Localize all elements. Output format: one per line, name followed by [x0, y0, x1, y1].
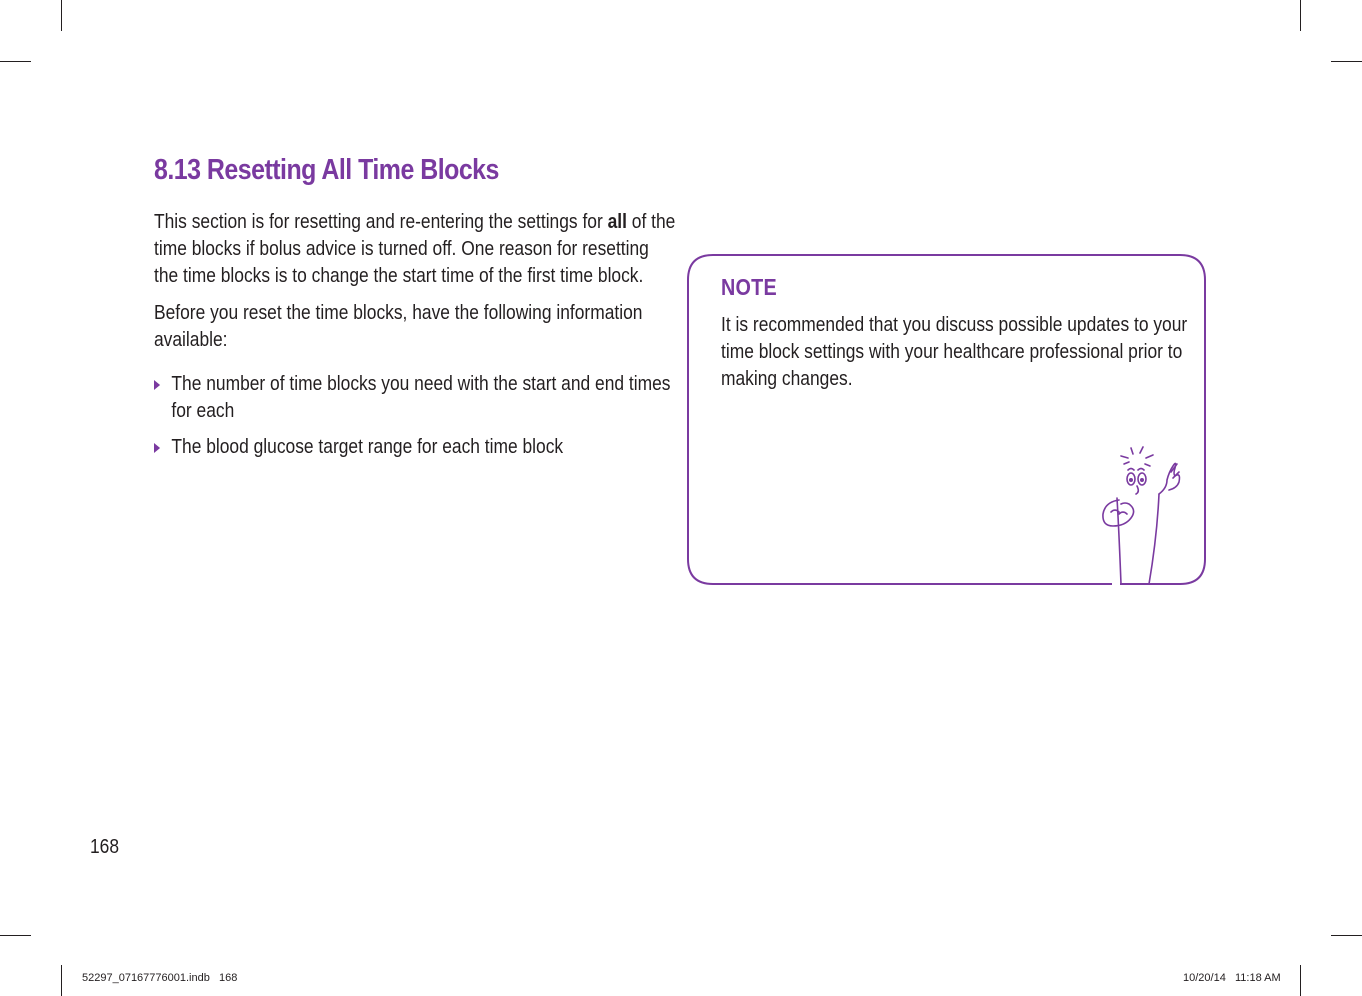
- section-title: 8.13 Resetting All Time Blocks: [154, 154, 499, 186]
- crop-mark-bottom-left-vertical: [61, 965, 62, 996]
- crop-mark-bottom-left-horizontal: [0, 935, 31, 936]
- crop-mark-top-right-vertical: [1300, 0, 1301, 31]
- slug-timestamp: 10/20/14 11:18 AM: [1183, 972, 1281, 984]
- intro-text-end: of the time blocks if bolus advice is turned off. One reason for resetting the time blocks is to change the start time of the first time block.: [154, 211, 676, 287]
- note-heading: NOTE: [721, 274, 777, 300]
- list-item: [154, 371, 676, 425]
- before-paragraph: Before you reset the time blocks, have the following information available:: [154, 302, 643, 351]
- intro-paragraph: [154, 209, 676, 290]
- requirements-list: [154, 371, 676, 461]
- crop-mark-top-right-horizontal: [1331, 61, 1362, 62]
- note-text: It is recommended that you discuss possible updates to your time block settings with your healthcare professional prior to making changes.: [721, 314, 1188, 390]
- list-item-text: The number of time blocks you need with the start and end times for each: [171, 373, 671, 422]
- slug-file-info: 52297_07167776001.indb 168: [82, 972, 238, 984]
- note-box: [687, 254, 1206, 585]
- crop-mark-top-left-horizontal: [0, 61, 31, 62]
- crop-mark-bottom-right-horizontal: [1331, 935, 1362, 936]
- thinking-character-icon: [1097, 442, 1197, 587]
- intro-text-start: This section is for resetting and re-entering the settings for: [154, 211, 608, 233]
- page-number: 168: [90, 836, 120, 858]
- list-item: [154, 434, 676, 461]
- triangle-right-icon: [154, 443, 160, 453]
- list-item-text: The blood glucose target range for each time block: [171, 436, 564, 458]
- body-text-column: [154, 209, 676, 470]
- crop-mark-top-left-vertical: [61, 0, 62, 31]
- triangle-right-icon: [154, 380, 160, 390]
- crop-mark-bottom-right-vertical: [1300, 965, 1301, 996]
- intro-emphasis: all: [607, 211, 627, 233]
